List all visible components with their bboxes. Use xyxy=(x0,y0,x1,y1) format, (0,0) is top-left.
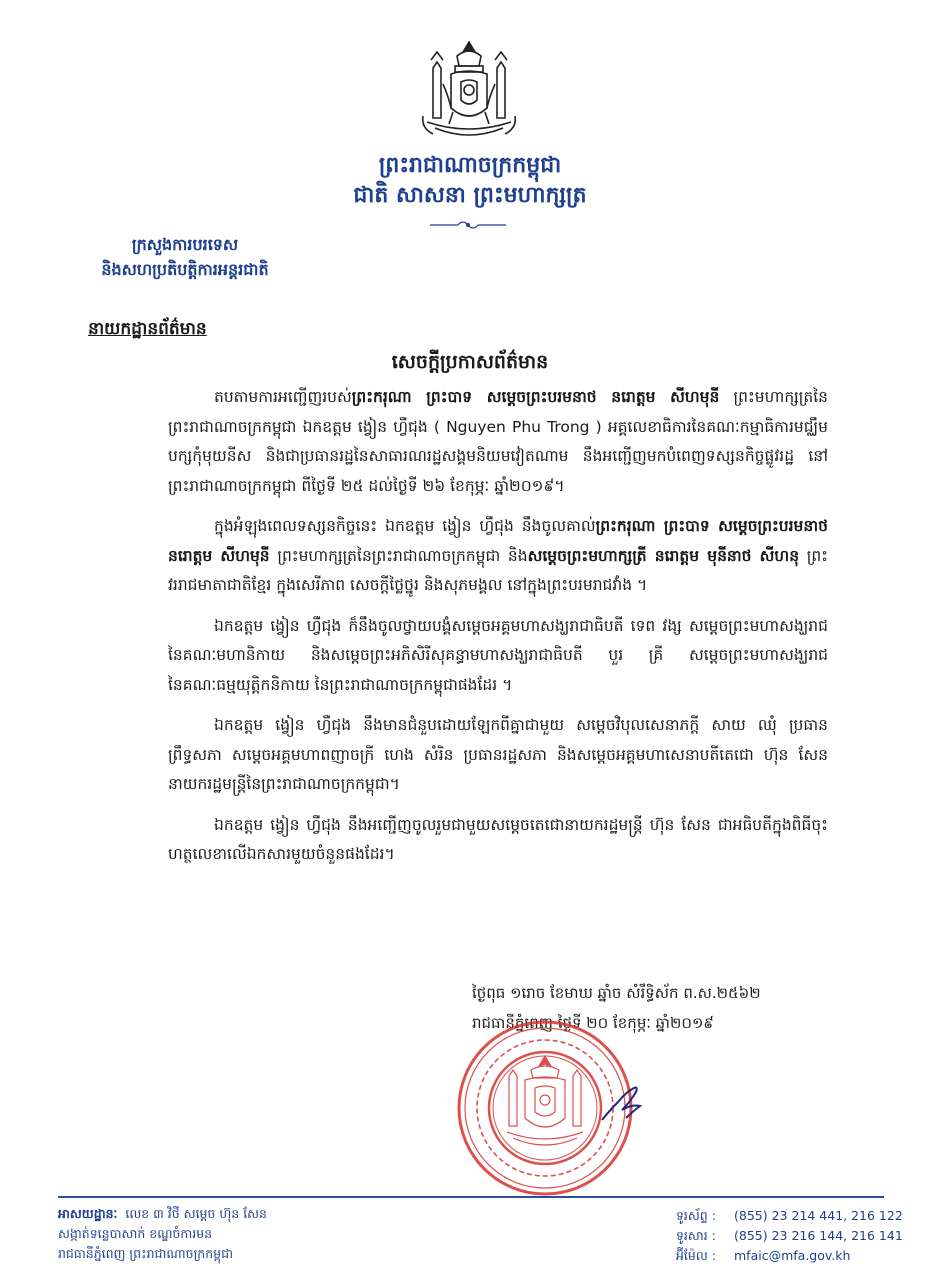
document-title: សេចក្តីប្រកាសព័ត៌មាន xyxy=(391,351,549,373)
p2-queen-title: សម្តេចព្រះមហាក្សត្រី នរោត្តម មុនីនាថ សីហនុ xyxy=(527,546,800,565)
footer-contacts xyxy=(676,1206,906,1266)
ministry-name-line1: ក្រសួងការបរទេស xyxy=(131,235,239,254)
paragraph-5: ឯកឧត្តម ង្វៀន ហ្វឺជុង នឹងអញ្ជើញចូលរួមជាមួយសម្តេចតេជោនាយករដ្ឋមន្ត្រី ហ៊ុន សែន ជាអធិបតីក្នុងពិធីចុះហត្ថលេខាលើឯកសារមួយចំនួនផងដែរ។ xyxy=(168,815,828,863)
p2-intro: ក្នុងអំឡុងពេលទស្សនកិច្ចនេះ ឯកឧត្តម ង្វៀន ហ្វឺជុង នឹងចូលគាល់ xyxy=(214,517,596,535)
royal-emblem-icon xyxy=(413,38,525,146)
ministry-name-line2: និងសហប្រតិបត្តិការអន្តរជាតិ xyxy=(101,260,269,279)
footer-divider xyxy=(58,1196,884,1198)
p1-intro: តបតាមការអញ្ជើញរបស់ xyxy=(214,388,352,406)
tel-label: ទូរស័ព្ទ : xyxy=(676,1208,716,1223)
address-line3: រាជធានីភ្នំពេញ ព្រះរាជាណាចក្រកម្ពុជា xyxy=(58,1246,233,1261)
document-body xyxy=(168,383,828,881)
p2-king-title: ព្រះករុណា ព្រះបាទ សម្តេចព្រះបរមនាថ នរោត្តម សីហមុនី xyxy=(168,517,828,565)
p1-rest: ព្រះមហាក្សត្រនៃព្រះរាជាណាចក្រកម្ពុជា ឯកឧត្តម ង្វៀន ហ្វឺជុង ( Nguyen Phu Trong ) អគ្គលេខាធិការនៃគណៈកម្មាធិការមជ្ឈឹមបក្សកុំមុយនីស និងជាប្រធានរដ្ឋនៃសាធារណរដ្ឋសង្គមនិយមវៀតណាម នឹងអញ្ជើញមកបំពេញទស្សនកិច្ចផ្លូវរដ្ឋ នៅព្រះរាជាណាចក្រកម្ពុជា ពីថ្ងៃទី ២៥ ដល់ថ្ងៃទី ២៦ ខែកុម្ភៈ ឆ្នាំ២០១៩។ xyxy=(168,388,828,495)
address-line1: លេខ ៣ វិថី សម្តេច ហ៊ុន សែន xyxy=(125,1206,267,1221)
national-motto: ជាតិ សាសនា ព្រះមហាក្សត្រ xyxy=(353,183,587,208)
p1-king-title: ព្រះករុណា ព្រះបាទ សម្តេចព្រះបរមនាថ នរោត្តម សីហមុនី xyxy=(351,388,720,406)
email-label: អ៊ីម៉ែល : xyxy=(676,1248,716,1263)
footer-address xyxy=(58,1204,418,1264)
lunar-date: ថ្ងៃពុធ ១រោច ខែមាឃ ឆ្នាំច សំរឹទ្ធិស័ក ព.ស.២៥៦២ xyxy=(472,984,761,1002)
paragraph-4: ឯកឧត្តម ង្វៀន ហ្វឺជុង នឹងមានជំនួបដោយឡែកពីគ្នាជាមួយ សម្តេចវិបុលសេនាភក្តី សាយ ឈុំ ប្រធានព្រឹទ្ធសភា សម្តេចអគ្គមហាពញាចក្រី ហេង សំរិន ប្រធានរដ្ឋសភា និងសម្តេចអគ្គមហាសេនាបតីតេជោ ហ៊ុន សែន នាយករដ្ឋមន្ត្រីនៃព្រះរាជាណាចក្រកម្ពុជា។ xyxy=(168,716,828,793)
email-link[interactable]: mfaic@mfa.gov.kh xyxy=(734,1248,851,1263)
kingdom-name: ព្រះរាជាណាចក្រកម្ពុជា xyxy=(378,153,562,178)
ornament-divider-icon xyxy=(428,218,508,232)
paragraph-1 xyxy=(168,383,828,501)
fax-label: ទូរសារ : xyxy=(676,1228,716,1243)
p2-mid: ព្រះមហាក្សត្រនៃព្រះរាជាណាចក្រកម្ពុជា និង xyxy=(269,546,528,565)
department-name: នាយកដ្ឋានព័ត៌មាន xyxy=(88,319,207,339)
signature-mark-icon xyxy=(596,1080,646,1125)
solar-date: រាជធានីភ្នំពេញ ថ្ងៃទី ២០ ខែកុម្ភៈ ឆ្នាំ២០១៩ xyxy=(472,1014,714,1032)
p2-rest: ព្រះវររាជមាតាជាតិខ្មែរ ក្នុងសេរីភាព សេចក្តីថ្លៃថ្នូរ និងសុភមង្គល នៅក្នុងព្រះបរមរាជវាំង ។ xyxy=(168,546,828,594)
paragraph-3: ឯកឧត្តម ង្វៀន ហ្វឺជុង ក៏នឹងចូលថ្វាយបង្គំសម្តេចអគ្គមហាសង្ឃរាជាធិបតី ទេព វង្ស សម្តេចព្រះមហាសង្ឃរាជនៃគណៈមហានិកាយ និងសម្តេចព្រះអភិសិរីសុគន្ធាមហាសង្ឃរាជាធិបតី បួរ គ្រី សម្តេចព្រះមហាសង្ឃរាជនៃគណៈធម្មយុត្តិកនិកាយ នៃព្រះរាជាណាចក្រកម្ពុជាផងដែរ ។ xyxy=(168,616,828,694)
tel-value[interactable]: (855) 23 214 441, 216 122 xyxy=(734,1208,903,1223)
address-line2: សង្កាត់ទន្លេបាសាក់ ខណ្ឌចំការមន xyxy=(58,1226,213,1241)
address-label: អាសយដ្ឋានៈ xyxy=(58,1206,118,1221)
fax-value: (855) 23 216 144, 216 141 xyxy=(734,1228,903,1243)
paragraph-2 xyxy=(168,512,828,601)
